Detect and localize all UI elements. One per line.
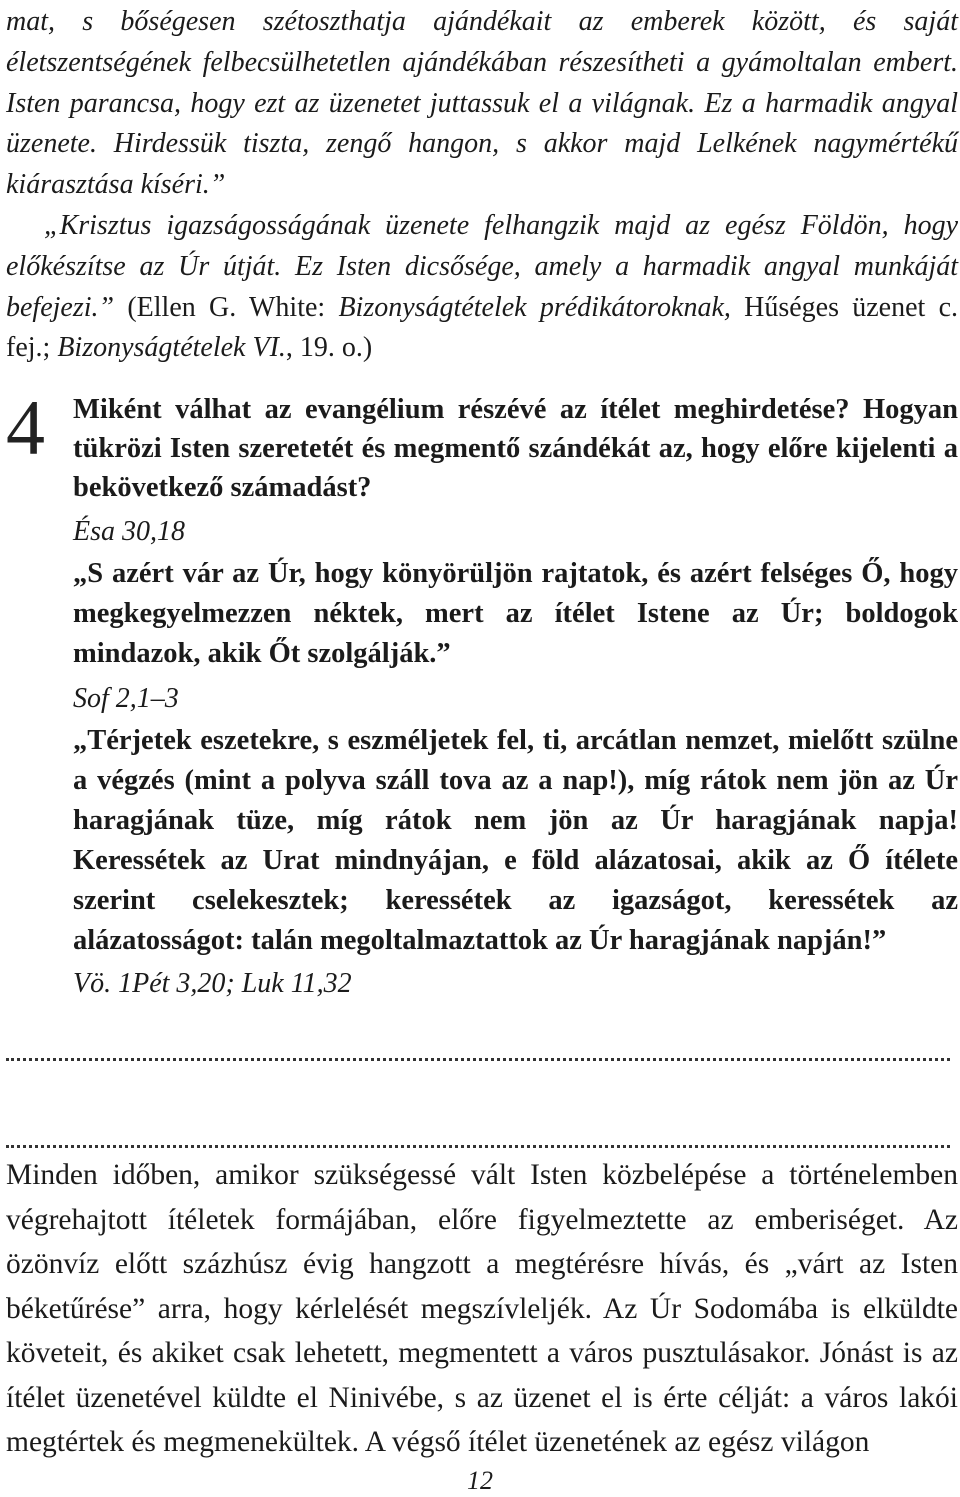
answer-line[interactable] [6, 1117, 950, 1148]
source-end: , 19. o.) [285, 332, 373, 364]
page-number: 12 [467, 1466, 493, 1495]
question-number: 4 [6, 384, 45, 471]
source-mid: Hűséges üzenet c. fej.; [6, 291, 958, 364]
see-also-reference: Vö. 1Pét 3,20; Luk 11,32 [73, 968, 352, 999]
answer-line[interactable] [6, 1030, 950, 1061]
page [6, 0, 958, 1458]
intro-quote [6, 206, 958, 369]
references [73, 513, 958, 1003]
question-text: Miként válhat az evangélium részévé az ítélet meghirdetése? Hogyan tükrözi Isten szeretetét és megmentő szándékát az, hogy előre kijelenti a bekövetkező számadást? [73, 394, 958, 503]
intro-section [6, 0, 958, 369]
intro-paragraph: mat, s bőségesen szétoszthatja ajándékait az emberek között, és saját életszentségének felbecsülhetetlen ajándékában részesítheti a gyámoltalan embert. Isten parancsa, hogy ezt az üzenetet juttassuk el a világnak. Ez a harmadik angyal üzenete. Hirdessük tiszta, zengő hangon, s akkor majd Lelkének nagymértékű kiárasztása kíséri.” [6, 6, 958, 201]
body-paragraph: Minden időben, amikor szükségessé vált Isten közbelépése a történelemben végrehajtott ítéletek formájában, előre figyelmeztette az emberiséget. Az özönvíz előtt százhúsz évig hangzott a megtérésre hívás, és „várt az Isten béketűrése” arra, hogy kérlelését megszívleljék. Az Úr Sodomába is elküldte követeit, és akiket csak lehetett, megmentett a város pusztulásakor. Jónást is az ítélet üzenetével küldte el Ninivébe, s az üzenet el is érte célját: a város lakói megtértek és megmenekültek. A végső ítélet üzenetének az egész világon [6, 1159, 958, 1458]
reference-verse: „S azért vár az Úr, hogy könyörüljön rajtatok, és azért felséges Ő, hogy megkegyelmezzen néktek, mert az ítélet Istene az Úr; boldogok mindazok, akik Őt szolgálják.” [73, 558, 958, 669]
source-prefix: (Ellen G. White: [114, 291, 339, 323]
source-title-2: Bizonyságtételek VI. [57, 332, 286, 364]
source-title: Bizonyságtételek prédikátoroknak, [338, 291, 731, 323]
reference-label: Ésa 30,18 [73, 516, 185, 547]
reference-label: Sof 2,1–3 [73, 683, 179, 714]
question-block [6, 384, 958, 1003]
quote-text: „Krisztus igazságosságának üzenete felhangzik majd az egész Földön, hogy előkészítse az Úr útját. Ez Isten dicsősége, amely a harmadik angyal munkáját befejezi.” [6, 209, 958, 323]
reference-verse: „Térjetek eszetekre, s eszméljetek fel, ti, arcátlan nemzet, mielőtt szülne a végzés (mint a polyva száll tova az a nap!), míg rátok nem jön az Úr haragjának tüze, míg rátok nem jön az Úr haragjának napja! Keressétek az Urat mindnyájan, e föld alázatosai, akik az Ő ítélete szerint cselekesztek; keressétek az igazságot, keressétek az alázatosságot: talán megoltalmaztattok az Úr haragjának napján!” [73, 725, 958, 956]
